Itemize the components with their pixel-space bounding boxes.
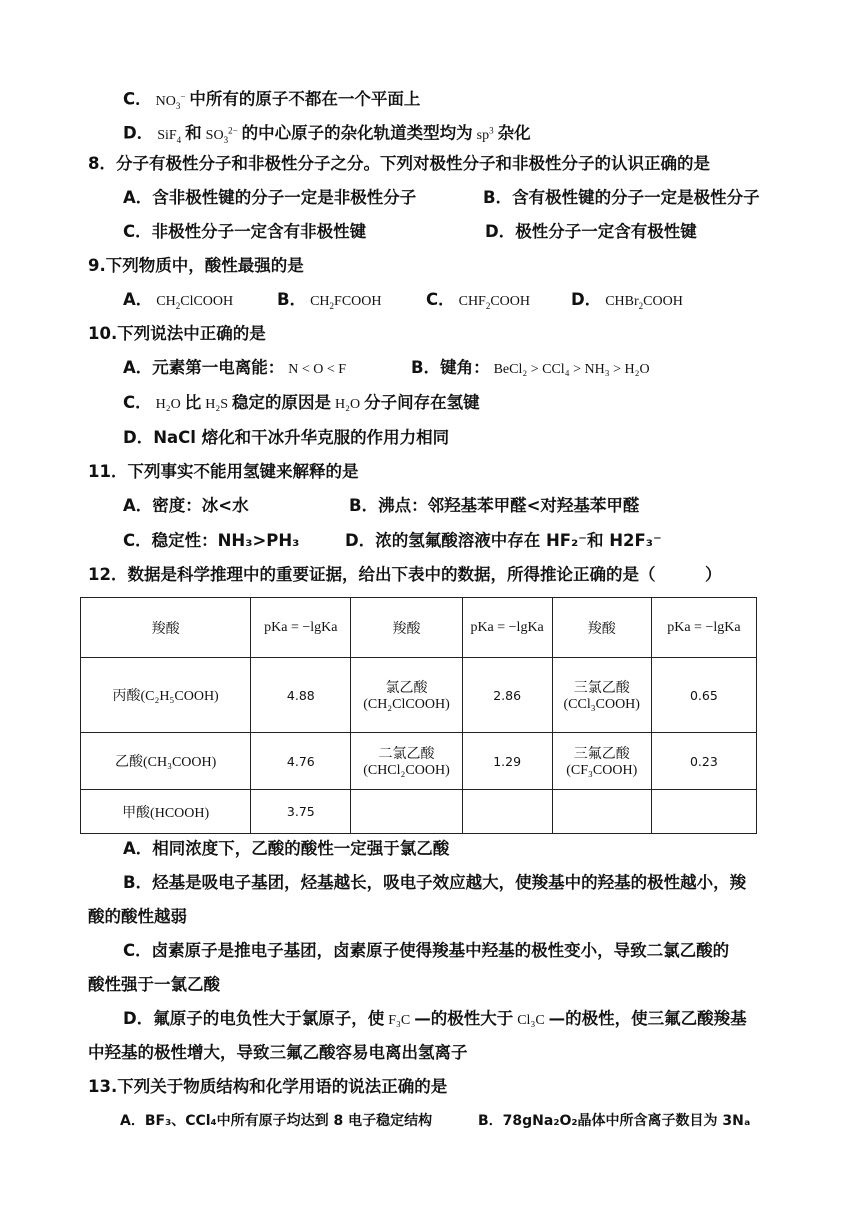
- q12-option-d-line2: 中羟基的极性增大，导致三氟乙酸容易电离出氢离子: [88, 1043, 468, 1062]
- q11-option-a: A．密度：冰<水: [123, 496, 249, 515]
- table-cell: 1.29: [462, 733, 552, 790]
- q11-option-d: D．浓的氢氟酸溶液中存在 HF₂⁻和 H2F₃⁻: [345, 531, 662, 550]
- table-cell: 3.75: [251, 790, 351, 834]
- table-cell: 丙酸(C₂H₅COOH): [81, 658, 251, 733]
- formula: $SO_3^{2-}$: [205, 125, 238, 145]
- table-row: [81, 733, 757, 790]
- table-cell: 2.86: [462, 658, 552, 733]
- q12-option-b-line2: 酸的酸性越弱: [88, 907, 187, 926]
- q9-stem: 9.下列物质中，酸性最强的是: [88, 256, 304, 275]
- q8-option-c: C．非极性分子一定含有非极性键: [123, 222, 367, 241]
- table-header-cell: pKa = −lgKa: [462, 598, 552, 658]
- q8-option-a: A．含非极性键的分子一定是非极性分子: [123, 188, 417, 207]
- table-cell: 三氟乙酸 (CF₃COOH): [552, 733, 651, 790]
- q10-option-d: D．NaCl 熔化和干冰升华克服的作用力相同: [123, 428, 450, 447]
- formula: SiF$_4$: [157, 127, 182, 145]
- table-cell: 4.88: [251, 658, 351, 733]
- table-header-cell: pKa = −lgKa: [251, 598, 351, 658]
- formula: $sp^3$: [476, 125, 494, 143]
- table-header-cell: pKa = −lgKa: [651, 598, 756, 658]
- q12-option-d-line1: D．氟原子的电负性大于氯原子，使 F₃C —的极性大于 Cl₃C —的极性，使三氟乙酸羧基: [123, 1009, 747, 1028]
- table-cell: [552, 790, 651, 834]
- q11-option-c: C．稳定性：NH₃>PH₃: [123, 531, 300, 550]
- table-cell: 甲酸(HCOOH): [81, 790, 251, 834]
- pka-table: [80, 597, 757, 834]
- table-cell: 二氯乙酸 (CHCl₂COOH): [351, 733, 462, 790]
- q12-option-c-line1: C．卤素原子是推电子基团，卤素原子使得羧基中羟基的极性变小，导致二氯乙酸的: [123, 941, 730, 960]
- q12-stem: 12．数据是科学推理中的重要证据，给出下表中的数据，所得推论正确的是（ ）: [88, 565, 722, 584]
- q9-option-a: A． $CH_2ClCOOH$: [123, 290, 234, 311]
- q13-option-a: A．BF₃、CCl₄中所有原子均达到 8 电子稳定结构: [120, 1113, 433, 1129]
- table-cell: 三氯乙酸 (CCl₃COOH): [552, 658, 651, 733]
- q12-option-b-line1: B．烃基是吸电子基团，烃基越长，吸电子效应越大，使羧基中的羟基的极性越小，羧: [123, 873, 747, 892]
- table-header-cell: 羧酸: [552, 598, 651, 658]
- table-cell: 乙酸(CH₃COOH): [81, 733, 251, 790]
- q11-option-b: B．沸点：邻羟基苯甲醛<对羟基苯甲醛: [349, 496, 640, 515]
- q11-stem: 11．下列事实不能用氢键来解释的是: [88, 462, 359, 481]
- formula: $NO_3^-$: [155, 91, 186, 111]
- table-cell: 0.23: [651, 733, 756, 790]
- q7-option-c: C． $NO_3^-$ 中所有的原子不都在一个平面上: [123, 89, 421, 111]
- q10-option-c: C． H₂O 比 H₂S 稳定的原因是 H₂O 分子间存在氢键: [123, 393, 480, 412]
- table-cell: [351, 790, 462, 834]
- table-row: [81, 790, 757, 834]
- q10-option-b: B．键角： BeCl₂ > CCl₄ > NH₃ > H₂O: [411, 358, 650, 377]
- table-cell: [651, 790, 756, 834]
- q10-stem: 10.下列说法中正确的是: [88, 324, 266, 343]
- q12-option-a: A．相同浓度下，乙酸的酸性一定强于氯乙酸: [123, 839, 450, 858]
- q10-option-a: A．元素第一电离能： N < O < F: [123, 358, 347, 377]
- table-cell: 氯乙酸 (CH₂ClCOOH): [351, 658, 462, 733]
- table-header-cell: 羧酸: [81, 598, 251, 658]
- q13-option-b: B．78gNa₂O₂晶体中所含离子数目为 3Nₐ: [478, 1113, 751, 1129]
- q12-option-c-line2: 酸性强于一氯乙酸: [88, 975, 220, 994]
- q8-option-b: B．含有极性键的分子一定是极性分子: [483, 188, 760, 207]
- q9-option-b: B． $CH_2FCOOH$: [277, 290, 382, 311]
- q7-option-d: D． SiF$_4$ 和 $SO_3^{2-}$ 的中心原子的杂化轨道类型均为 $sp^3$ 杂化: [123, 123, 531, 145]
- q9-option-c: C． $CHF_2COOH$: [426, 290, 531, 311]
- table-cell: 0.65: [651, 658, 756, 733]
- table-cell: [462, 790, 552, 834]
- q9-option-d: D． CHBr$_2$COOH: [571, 290, 683, 311]
- q13-stem: 13.下列关于物质结构和化学用语的说法正确的是: [88, 1077, 448, 1096]
- table-header-row: [81, 598, 757, 658]
- q8-option-d: D．极性分子一定含有极性键: [485, 222, 697, 241]
- table-cell: 4.76: [251, 733, 351, 790]
- table-header-cell: 羧酸: [351, 598, 462, 658]
- table-row: [81, 658, 757, 733]
- q8-stem: 8．分子有极性分子和非极性分子之分。下列对极性分子和非极性分子的认识正确的是: [88, 154, 710, 173]
